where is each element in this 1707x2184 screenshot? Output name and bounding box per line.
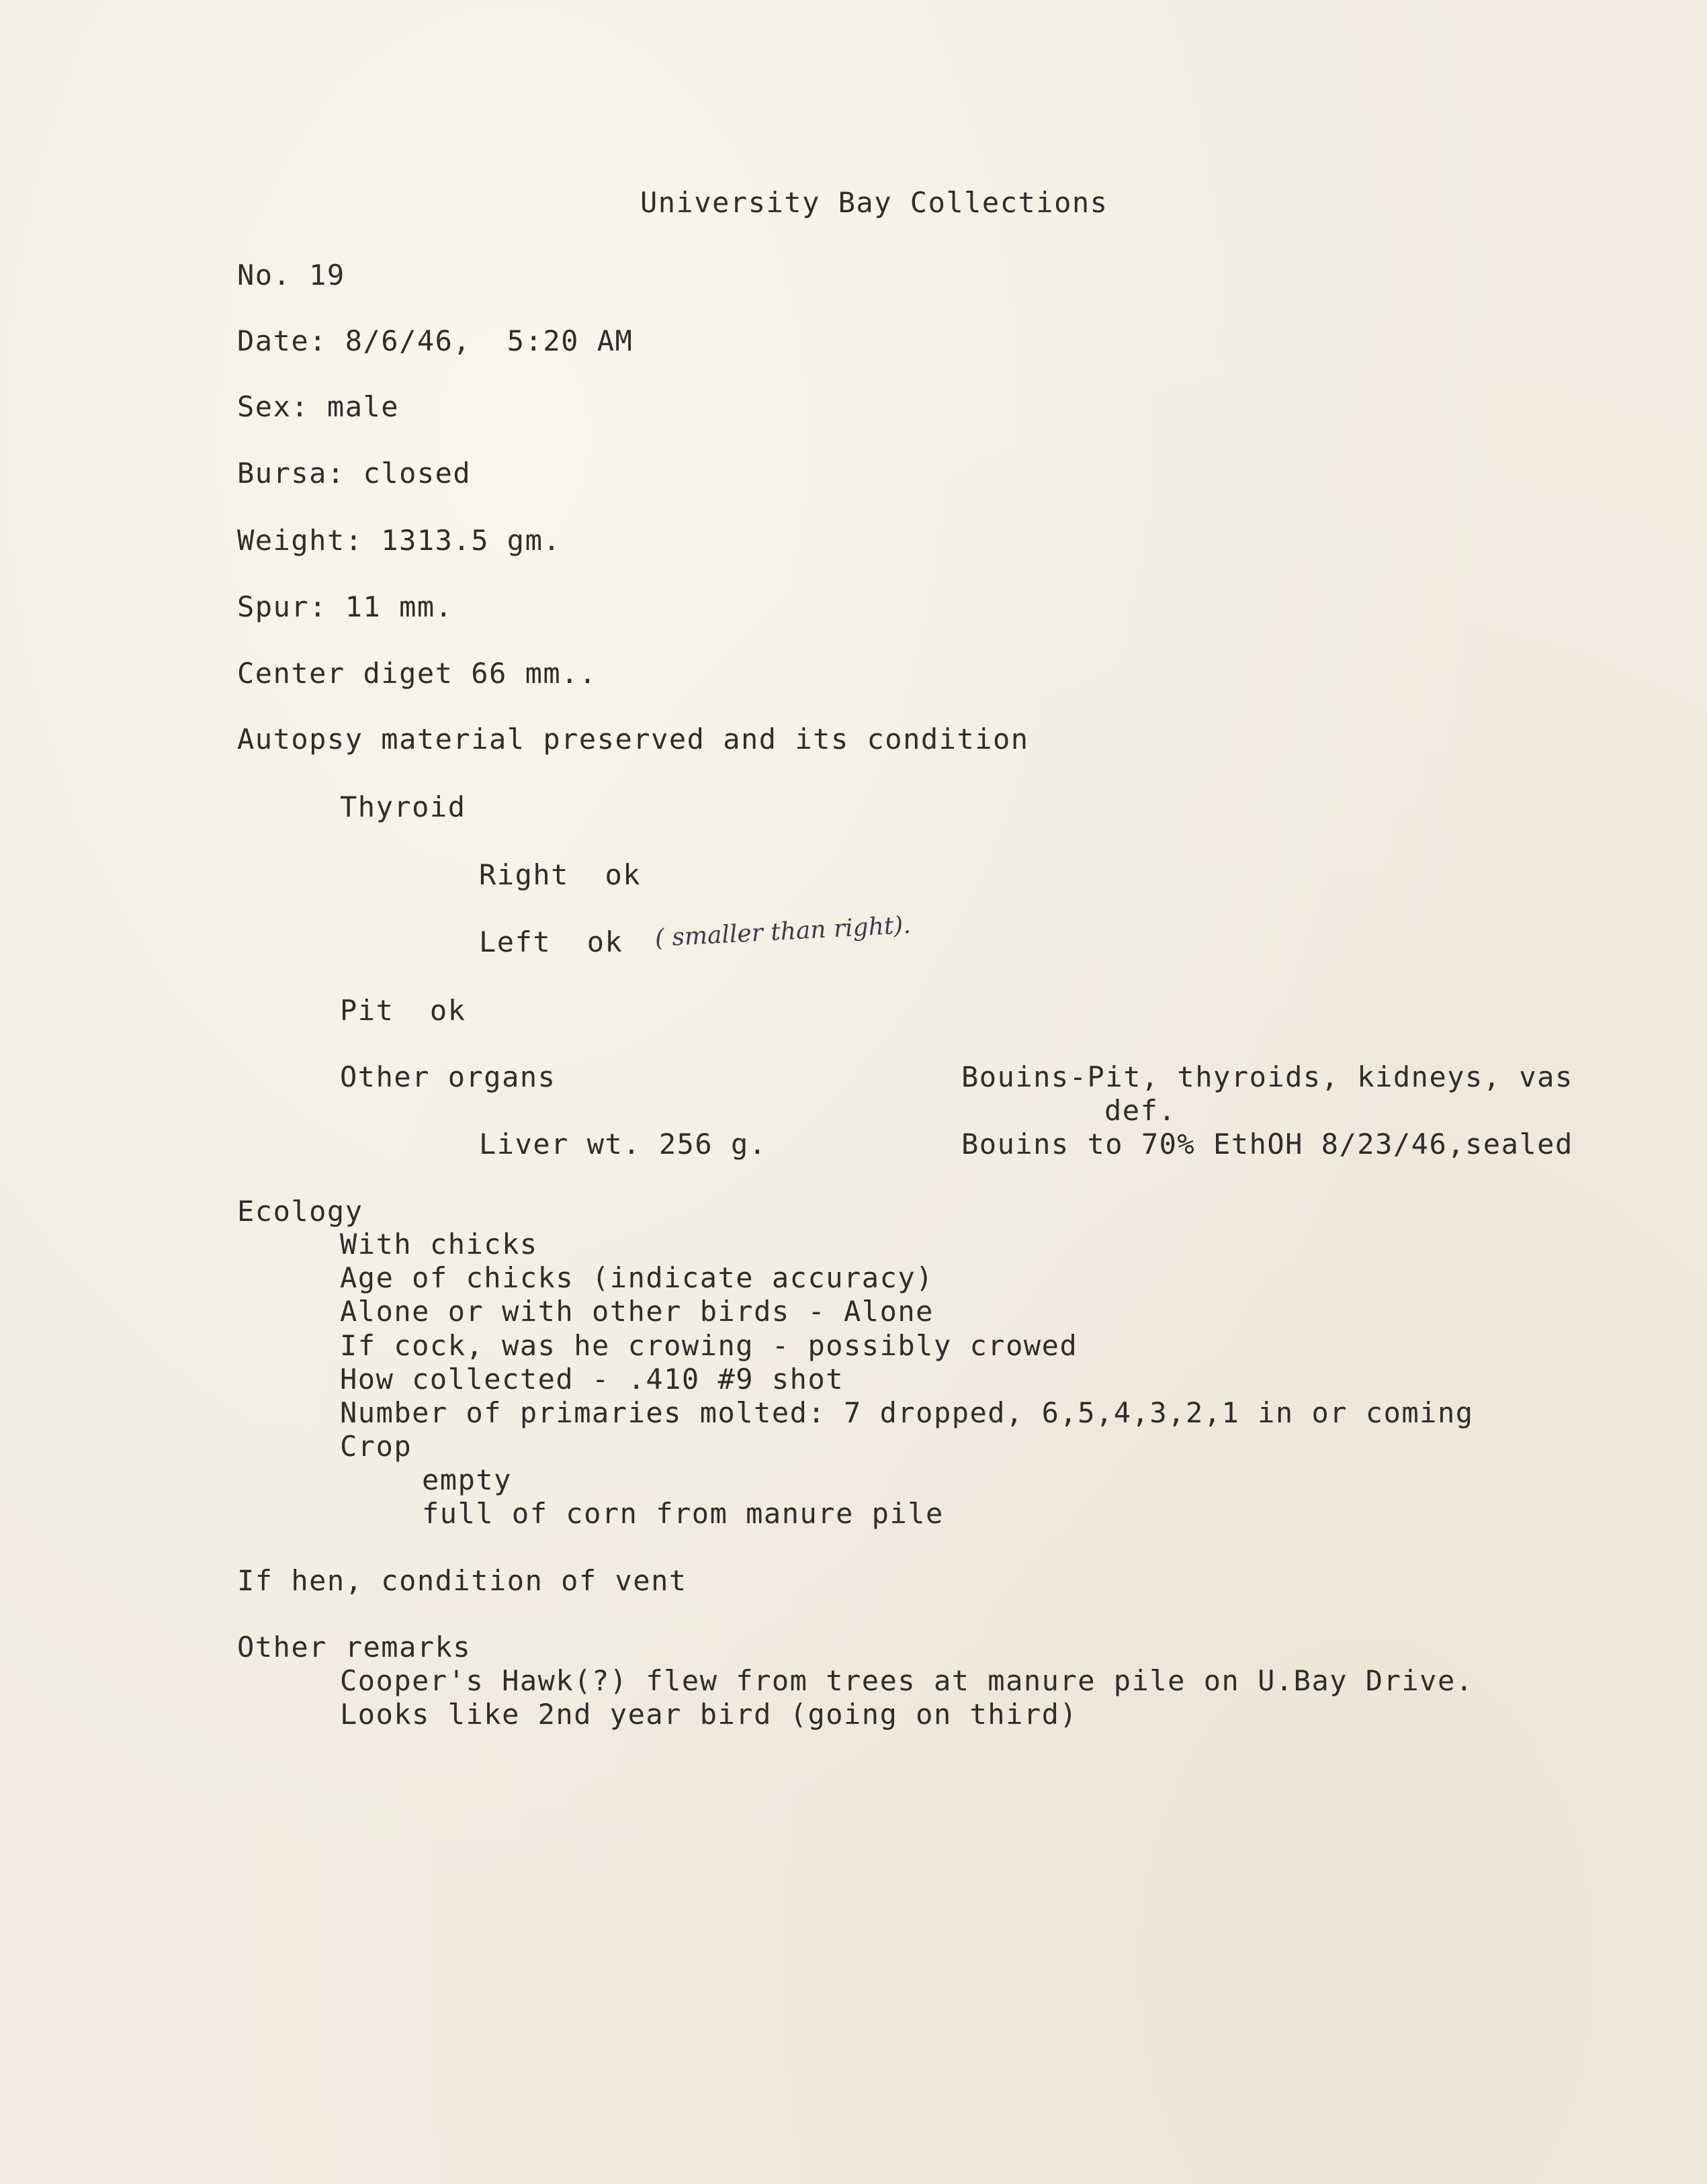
- crop-line: empty: [422, 1463, 512, 1496]
- autopsy-left: Left ok: [479, 925, 623, 958]
- autopsy-liver: Liver wt. 256 g.: [479, 1128, 767, 1161]
- ecology-line: With chicks: [340, 1228, 538, 1261]
- field-center-digit: Center diget 66 mm..: [237, 657, 597, 690]
- handwritten-note: ( smaller than right).: [654, 911, 912, 952]
- preservation-line-2: def.: [1104, 1094, 1177, 1127]
- preservation-line-3: Bouins to 70% EthOH 8/23/46,sealed: [961, 1128, 1573, 1161]
- field-autopsy: Autopsy material preserved and its condition: [237, 723, 1029, 756]
- ecology-line: Alone or with other birds - Alone: [340, 1295, 934, 1328]
- autopsy-other-organs: Other organs: [340, 1060, 556, 1093]
- ecology-heading: Ecology: [237, 1195, 363, 1228]
- remarks-line: Cooper's Hawk(?) flew from trees at manure pile on U.Bay Drive.: [340, 1664, 1474, 1697]
- crop-line: full of corn from manure pile: [422, 1497, 944, 1530]
- autopsy-right: Right ok: [479, 858, 642, 891]
- ecology-line: Crop: [340, 1430, 412, 1463]
- ecology-line: If cock, was he crowing - possibly crowed: [340, 1329, 1078, 1362]
- remarks-line: Looks like 2nd year bird (going on third): [340, 1698, 1078, 1731]
- field-bursa: Bursa: closed: [237, 457, 472, 490]
- hen-condition: If hen, condition of vent: [237, 1564, 687, 1597]
- remarks-heading: Other remarks: [237, 1631, 472, 1664]
- autopsy-thyroid: Thyroid: [340, 790, 466, 823]
- field-weight: Weight: 1313.5 gm.: [237, 524, 562, 557]
- field-spur: Spur: 11 mm.: [237, 590, 453, 623]
- ecology-line: How collected - .410 #9 shot: [340, 1363, 844, 1396]
- document-title: University Bay Collections: [640, 186, 1108, 219]
- ecology-line: Age of chicks (indicate accuracy): [340, 1261, 934, 1294]
- ecology-line: Number of primaries molted: 7 dropped, 6,5,4,3,2,1 in or coming: [340, 1396, 1474, 1429]
- field-number: No. 19: [237, 259, 345, 291]
- preservation-line-1: Bouins-Pit, thyroids, kidneys, vas: [961, 1060, 1573, 1093]
- autopsy-pit: Pit ok: [340, 994, 466, 1027]
- field-sex: Sex: male: [237, 390, 400, 423]
- field-date: Date: 8/6/46, 5:20 AM: [237, 324, 633, 357]
